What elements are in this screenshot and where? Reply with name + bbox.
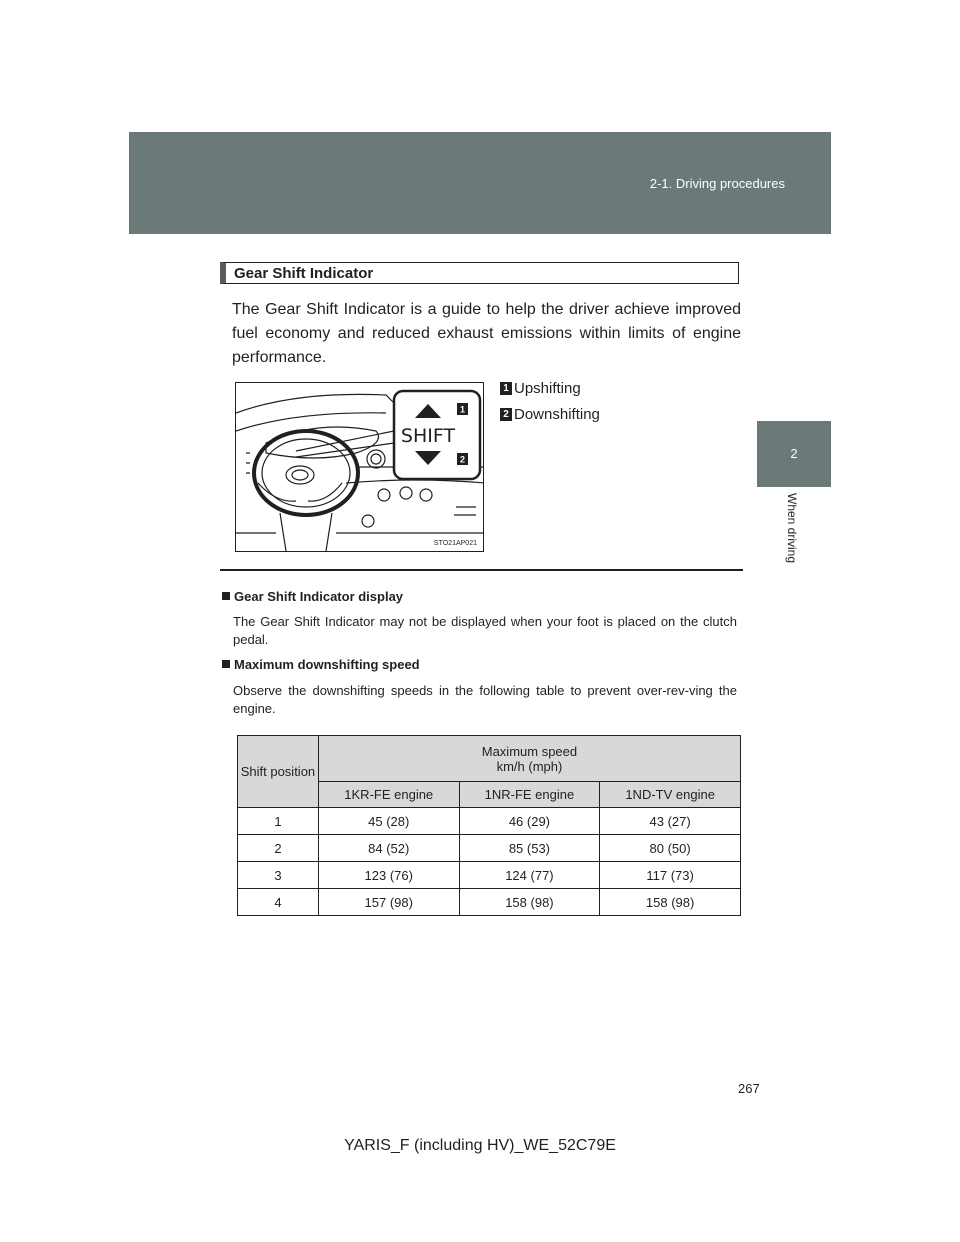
table-cell: 84 (52) [318, 835, 459, 862]
legend-label: Upshifting [514, 380, 581, 397]
table-row [238, 889, 741, 916]
table-cell: 157 (98) [318, 889, 459, 916]
table-cell: 2 [238, 835, 319, 862]
table-cell: 117 (73) [600, 862, 741, 889]
header-max-speed-title: Maximum speed [481, 743, 578, 759]
table-cell: 124 (77) [459, 862, 600, 889]
section-title: Gear Shift Indicator [234, 265, 374, 282]
document-footer: YARIS_F (including HV)_WE_52C79E [344, 1137, 616, 1154]
section-breadcrumb: 2-1. Driving procedures [649, 176, 785, 191]
note-title: Gear Shift Indicator display [234, 589, 404, 604]
shift-display-text: SHIFT [400, 425, 456, 447]
downshift-speed-table [237, 735, 741, 916]
header-engine: 1NR-FE engine [459, 782, 600, 808]
page-number: 267 [738, 1081, 760, 1096]
header-shift-text: Shift position [240, 764, 316, 779]
note-body-downshift: Observe the downshifting speeds in the following table to prevent over-rev-ving the engine. [233, 683, 737, 716]
intro-paragraph: The Gear Shift Indicator is a guide to help the driver achieve improved fuel economy and reduced exhaust emissions within limits of engine performance. [232, 301, 741, 366]
section-divider [220, 569, 743, 571]
header-max-speed-unit: km/h (mph) [496, 758, 563, 774]
chapter-number: 2 [790, 446, 798, 461]
table-row [238, 862, 741, 889]
section-heading [220, 262, 739, 284]
chapter-label [783, 493, 803, 579]
header-engine: 1KR-FE engine [318, 782, 459, 808]
bullet-square-icon [222, 660, 230, 668]
legend-number: 2 [500, 408, 512, 421]
legend-label: Downshifting [514, 406, 600, 423]
table-cell: 85 (53) [459, 835, 600, 862]
table-cell: 43 (27) [600, 808, 741, 835]
note-title: Maximum downshifting speed [234, 657, 420, 672]
header-max-speed [318, 736, 740, 782]
table-cell: 3 [238, 862, 319, 889]
table-cell: 158 (98) [459, 889, 600, 916]
figure-marker-1: 1 [459, 404, 466, 415]
legend-number: 1 [500, 382, 512, 395]
figure-code: STO21AP021 [433, 540, 477, 547]
header-shift-position [238, 736, 319, 808]
table-cell: 4 [238, 889, 319, 916]
legend-downshift [500, 406, 600, 423]
gear-shift-figure [235, 382, 484, 552]
table-cell: 1 [238, 808, 319, 835]
chapter-header [129, 132, 831, 234]
legend-upshift [500, 380, 581, 397]
chapter-label-text: When driving [785, 493, 799, 564]
note-heading-downshift [222, 657, 420, 672]
table-cell: 123 (76) [318, 862, 459, 889]
table-cell: 46 (29) [459, 808, 600, 835]
table-cell: 45 (28) [318, 808, 459, 835]
table-cell: 80 (50) [600, 835, 741, 862]
dashboard-illustration [236, 383, 484, 552]
table-row [238, 835, 741, 862]
header-engine: 1ND-TV engine [600, 782, 741, 808]
table-cell: 158 (98) [600, 889, 741, 916]
note-heading-display [222, 589, 403, 604]
chapter-tab [757, 421, 831, 487]
bullet-square-icon [222, 592, 230, 600]
note-body-display: The Gear Shift Indicator may not be displayed when your foot is placed on the clutch pedal. [233, 614, 737, 647]
table-row [238, 808, 741, 835]
figure-marker-2: 2 [459, 454, 466, 465]
